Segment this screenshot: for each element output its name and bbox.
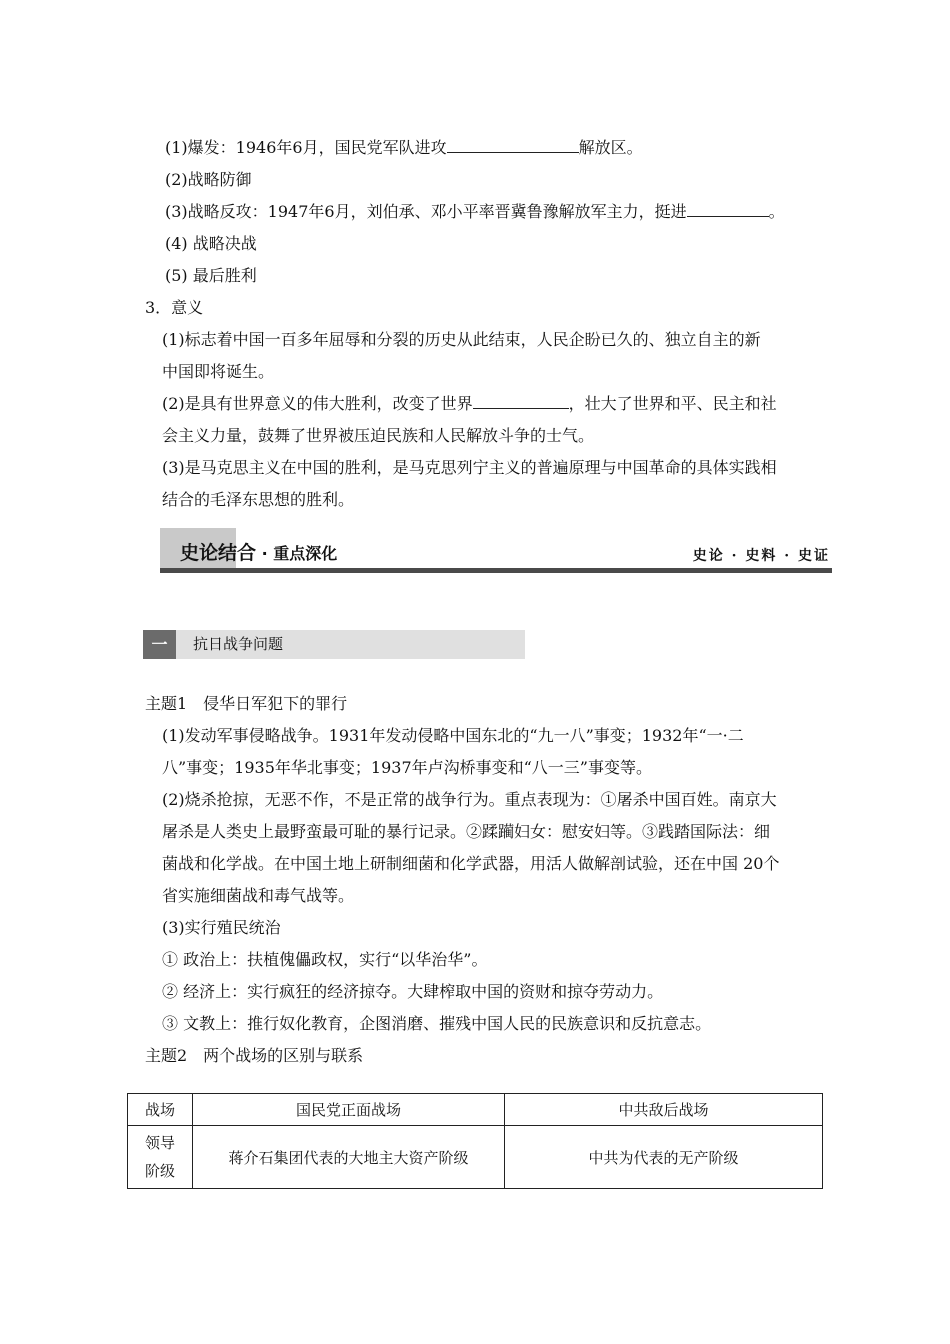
significance-p1-line2: 中国即将诞生。 bbox=[162, 362, 275, 381]
topic1-a-line2: 八”事变；1935年华北事变；1937年卢沟桥事变和“八一三”事变等。 bbox=[162, 758, 652, 777]
table-cell: 中共为代表的无产阶级 bbox=[505, 1126, 823, 1189]
significance-p1-line1: (1)标志着中国一百多年屈辱和分裂的历史从此结束，人民企盼已久的、独立自主的新 bbox=[162, 330, 761, 349]
fill-blank[interactable] bbox=[473, 393, 569, 409]
row-label-cell: 领导 阶级 bbox=[128, 1126, 193, 1189]
table-header-cell: 国民党正面战场 bbox=[193, 1094, 505, 1126]
banner-rule bbox=[160, 568, 832, 573]
significance-p2-line1: (2)是具有世界意义的伟大胜利，改变了世界 ，壮大了世界和平、民主和社 bbox=[162, 394, 777, 413]
topic1-c1: ① 政治上：扶植傀儡政权，实行“以华治华”。 bbox=[162, 950, 488, 969]
topic1-c2: ② 经济上：实行疯狂的经济掠夺。大肆榨取中国的资财和掠夺劳动力。 bbox=[162, 982, 664, 1001]
section-header bbox=[143, 630, 525, 659]
banner-tagline: 史论 · 史料 · 史证 bbox=[692, 548, 830, 564]
stage-5: (5) 最后胜利 bbox=[165, 266, 257, 285]
table-header-row bbox=[128, 1094, 823, 1126]
section-number: 一 bbox=[143, 630, 176, 659]
table-cell: 蒋介石集团代表的大地主大资产阶级 bbox=[193, 1126, 505, 1189]
topic2-heading: 主题2 两个战场的区别与联系 bbox=[145, 1046, 364, 1065]
topic1-a-line1: (1)发动军事侵略战争。1931年发动侵略中国东北的“九一八”事变；1932年“一·二 bbox=[162, 726, 744, 745]
section-banner bbox=[160, 528, 832, 574]
topic1-b-line3: 菌战和化学战。在中国土地上研制细菌和化学武器，用活人做解剖试验，还在中国 20个 bbox=[162, 854, 780, 873]
section-title: 抗日战争问题 bbox=[193, 635, 284, 653]
significance-p3-line2: 结合的毛泽东思想的胜利。 bbox=[162, 490, 355, 509]
table-header-cell: 中共敌后战场 bbox=[505, 1094, 823, 1126]
topic1-c3: ③ 文教上：推行奴化教育，企图消磨、摧残中国人民的民族意识和反抗意志。 bbox=[162, 1014, 712, 1033]
fill-blank[interactable] bbox=[447, 137, 579, 153]
stage-2: (2)战略防御 bbox=[165, 170, 252, 189]
banner-title: 史论结合 · 重点深化 bbox=[180, 542, 338, 564]
fill-blank[interactable] bbox=[687, 201, 769, 217]
stage-1: (1)爆发：1946年6月，国民党军队进攻 解放区。 bbox=[165, 138, 643, 157]
stage-3: (3)战略反攻：1947年6月，刘伯承、邓小平率晋冀鲁豫解放军主力，挺进 。 bbox=[165, 202, 785, 221]
topic1-b-line2: 屠杀是人类史上最野蛮最可耻的暴行记录。②蹂躏妇女：慰安妇等。③践踏国际法：细 bbox=[162, 822, 771, 841]
stage-4: (4) 战略决战 bbox=[165, 234, 257, 253]
topic1-c: (3)实行殖民统治 bbox=[162, 918, 281, 937]
topic1-b-line4: 省实施细菌战和毒气战等。 bbox=[162, 886, 355, 905]
significance-heading: 3．意义 bbox=[145, 298, 204, 317]
table-row bbox=[128, 1126, 823, 1189]
significance-p2-line2: 会主义力量，鼓舞了世界被压迫民族和人民解放斗争的士气。 bbox=[162, 426, 595, 445]
battlefield-comparison-table bbox=[127, 1093, 823, 1189]
topic1-b-line1: (2)烧杀抢掠，无恶不作，不是正常的战争行为。重点表现为：①屠杀中国百姓。南京大 bbox=[162, 790, 777, 809]
table-header-cell: 战场 bbox=[128, 1094, 193, 1126]
significance-p3-line1: (3)是马克思主义在中国的胜利，是马克思列宁主义的普遍原理与中国革命的具体实践相 bbox=[162, 458, 777, 477]
topic1-heading: 主题1 侵华日军犯下的罪行 bbox=[145, 694, 348, 713]
